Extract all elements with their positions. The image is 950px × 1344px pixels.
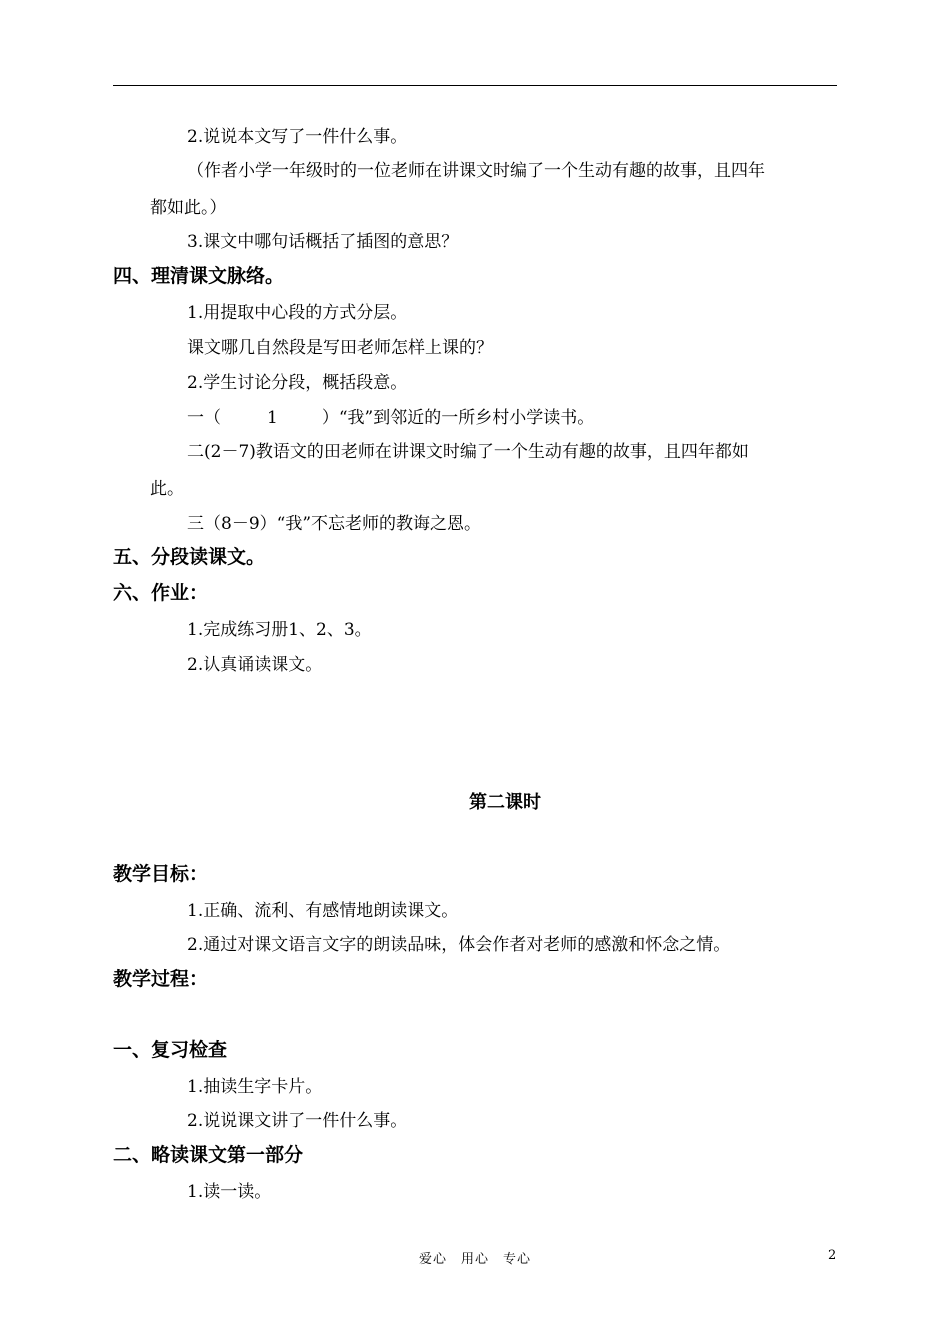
step-2-heading: 二、略读课文第一部分: [113, 1144, 304, 1166]
part-1-number: 1: [267, 408, 278, 428]
step-1-item-2: 2.说说课文讲了一件什么事。: [187, 1111, 408, 1131]
part-2-line-2: 此。: [150, 479, 184, 499]
part-1-text: ）“我”到邻近的一所乡村小学读书。: [321, 408, 595, 428]
part-1: [187, 407, 594, 429]
answer-2-line-1: （作者小学一年级时的一位老师在讲课文时编了一个生动有趣的故事，且四年: [187, 161, 765, 181]
page-number: 2: [828, 1248, 837, 1263]
homework-item-1: 1.完成练习册1、2、3。: [187, 620, 372, 640]
goal-2: 2.通过对课文语言文字的朗读品味，体会作者对老师的感激和怀念之情。: [187, 935, 731, 955]
teaching-process-heading: 教学过程：: [113, 968, 209, 990]
section-5-heading: 五、分段读课文。: [113, 546, 266, 568]
step-1-item-1: 1.抽读生字卡片。: [187, 1077, 323, 1097]
teaching-goals-heading: 教学目标：: [113, 863, 209, 885]
section-4-heading: 四、理清课文脉络。: [113, 265, 285, 287]
question-2: 2.说说本文写了一件什么事。: [187, 127, 408, 147]
goal-1: 1.正确、流利、有感情地朗读课文。: [187, 901, 459, 921]
section-4-item-2: 2.学生讨论分段，概括段意。: [187, 373, 408, 393]
lesson-2-title: 第二课时: [469, 792, 541, 813]
answer-2-line-2: 都如此。）: [150, 198, 227, 218]
section-4-item-1-sub: 课文哪几自然段是写田老师怎样上课的？: [187, 338, 493, 358]
section-4-item-1: 1.用提取中心段的方式分层。: [187, 303, 408, 323]
part-3: 三（8－9）“我”不忘老师的教诲之恩。: [187, 514, 482, 534]
step-1-heading: 一、复习检查: [113, 1039, 228, 1061]
page-footer: 爱心 用心 专心: [418, 1252, 531, 1267]
question-3: 3.课文中哪句话概括了插图的意思？: [187, 232, 459, 252]
section-6-heading: 六、作业：: [113, 582, 209, 604]
header-rule: [113, 85, 837, 86]
homework-item-2: 2.认真诵读课文。: [187, 655, 323, 675]
part-1-prefix: 一（: [187, 408, 221, 428]
step-2-item-1: 1.读一读。: [187, 1182, 272, 1202]
part-2-line-1: 二(2－7)教语文的田老师在讲课文时编了一个生动有趣的故事，且四年都如: [187, 442, 749, 462]
